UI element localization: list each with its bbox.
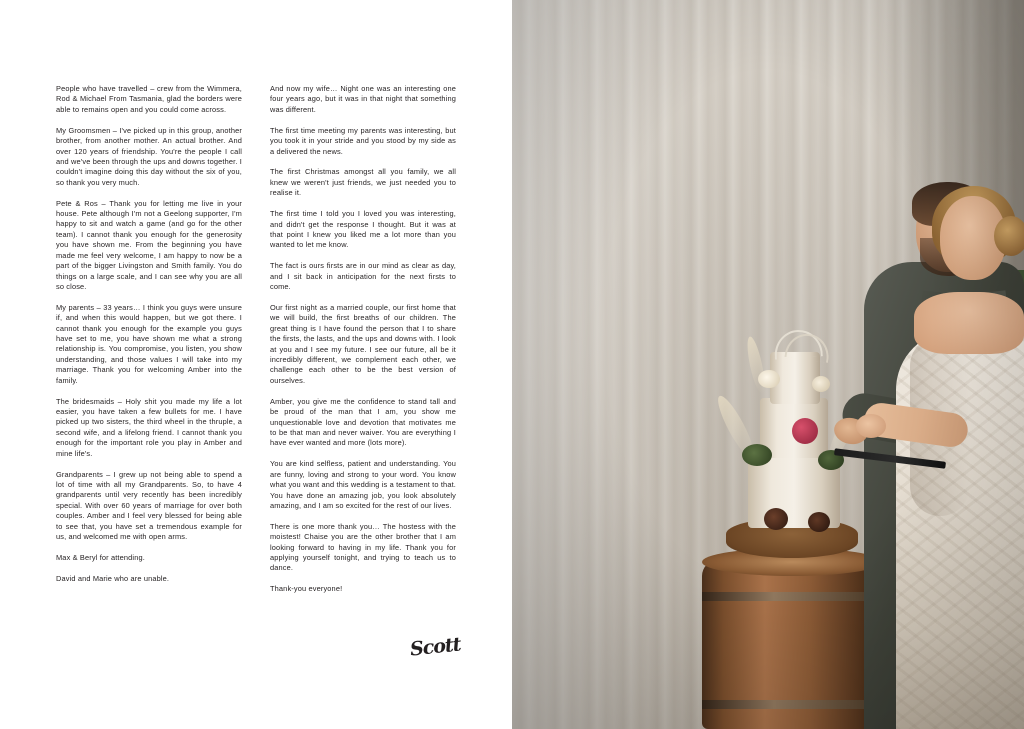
paragraph: Amber, you give me the confidence to stand tall and be proud of the man that I am, you show me unquestionable love and devotion that motivates me to be that man and never waiver. You are everything I have ever wanted and more (lots more). bbox=[270, 396, 456, 448]
paragraph: My Groomsmen – I've picked up in this group, another brother, from another mother. An actual brother. And over 120 years of friendship. You're the people I call and we've been through the ups and downs together. I couldn't imagine doing this day without the six of you, so thank you very much. bbox=[56, 125, 242, 187]
paragraph: Pete & Ros – Thank you for letting me live in your house. Pete although I'm not a Geelong supporter, I'm happy to sit and watch a game (and go for the other team). I cannot thank you enough for the generosity you have shown me. From the beginning you have made me feel very welcome, I am happy to now be a part of the bigger Livingston and Smith family. You do things on a large scale, and I can see why you are all so close. bbox=[56, 198, 242, 291]
barrel-hoop bbox=[702, 592, 882, 601]
paragraph: Grandparents – I grew up not being able to spend a lot of time with all my Grandparents. So, to have 4 grandparents until very recently has been incredibly special. With over 60 years of marriage for over both couples. Amber and I feel very blessed for being able to see that, you have set a tremendous example for us, and welcomed me with open arms. bbox=[56, 469, 242, 541]
cake-flower-dark bbox=[764, 508, 788, 530]
cake-flower-cream bbox=[812, 376, 830, 392]
paragraph: The first time I told you I loved you was interesting, and didn't get the response I thought. But it was at that point I knew you liked me a lot more than you wanted to let me know. bbox=[270, 209, 456, 250]
paragraph: You are kind selfless, patient and understanding. You are funny, loving and strong to your word. You know what you want and this wedding is a testament to that. You have done an amazing job, you look absolutely amazing, and I am so excited for the rest of our lives. bbox=[270, 459, 456, 510]
paragraph: The first time meeting my parents was interesting, but you took it in your stride and you stood by my side as a delivered the news. bbox=[270, 125, 456, 156]
bride-hand bbox=[856, 414, 886, 438]
paragraph: The bridesmaids – Holy shit you made my life a lot easier, you have taken a few bullets for me. I have picked up two sisters, the third wheel in the thruple, a second wife, and a lifelong friend. I cannot thank you enough for the important role you play in Amber and mine life's. bbox=[56, 396, 242, 458]
column-right bbox=[270, 84, 456, 595]
column-left bbox=[56, 84, 242, 595]
paragraph: The first Christmas amongst all you family, we all knew we weren't just friends, we just needed you to realise it. bbox=[270, 167, 456, 198]
right-photo-page bbox=[512, 0, 1024, 729]
paragraph: People who have travelled – crew from the Wimmera, Rod & Michael From Tasmania, glad the borders were able to remains open and you could come across. bbox=[56, 84, 242, 114]
cake-flower-dark bbox=[808, 512, 830, 532]
cake-foliage bbox=[742, 444, 772, 466]
cake-flower-protea bbox=[792, 418, 818, 444]
text-columns bbox=[56, 84, 456, 595]
bride-shoulders bbox=[914, 292, 1024, 354]
paragraph: There is one more thank you… The hostess with the moistest! Chaise you are the other brother that I am looking forward to having in my life. Thank you for applying yourself tonight, and trying to teach us to dance. bbox=[270, 521, 456, 573]
paragraph: And now my wife… Night one was an interesting one four years ago, but it was in that night that something was different. bbox=[270, 84, 456, 114]
curtain-highlight bbox=[512, 0, 712, 729]
cake-flower-cream bbox=[758, 370, 780, 388]
barrel-hoop bbox=[702, 700, 882, 709]
paragraph: David and Marie who are unable. bbox=[56, 573, 170, 583]
signature: Scott bbox=[408, 633, 462, 661]
paragraph: Our first night as a married couple, our first home that we will build, the first breaths of our children. The great thing is I have found the person that I to share the firsts, the lasts, and the ups and downs with. I look at you and I see my future. I see our future, all be it incredibly different, we complement each other, we challenge each other to be the best version of ourselves. bbox=[270, 303, 456, 385]
bride-hair-bun bbox=[994, 216, 1024, 256]
paragraph: Thank-you everyone! bbox=[270, 584, 343, 594]
paragraph: My parents – 33 years… I think you guys were unsure if, and when this would happen, but we got there. I cannot thank you enough for the example you guys have set to me, you have shown me what a strong relationship is. You compromise, you listen, you show understanding, and those values I will take into my marriage. Thank you for welcoming Amber into the family. bbox=[56, 302, 242, 385]
paragraph: The fact is ours firsts are in our mind as clear as day, and I sit back in anticipation for the next firsts to come. bbox=[270, 261, 456, 292]
paragraph: Max & Beryl for attending. bbox=[56, 552, 145, 562]
